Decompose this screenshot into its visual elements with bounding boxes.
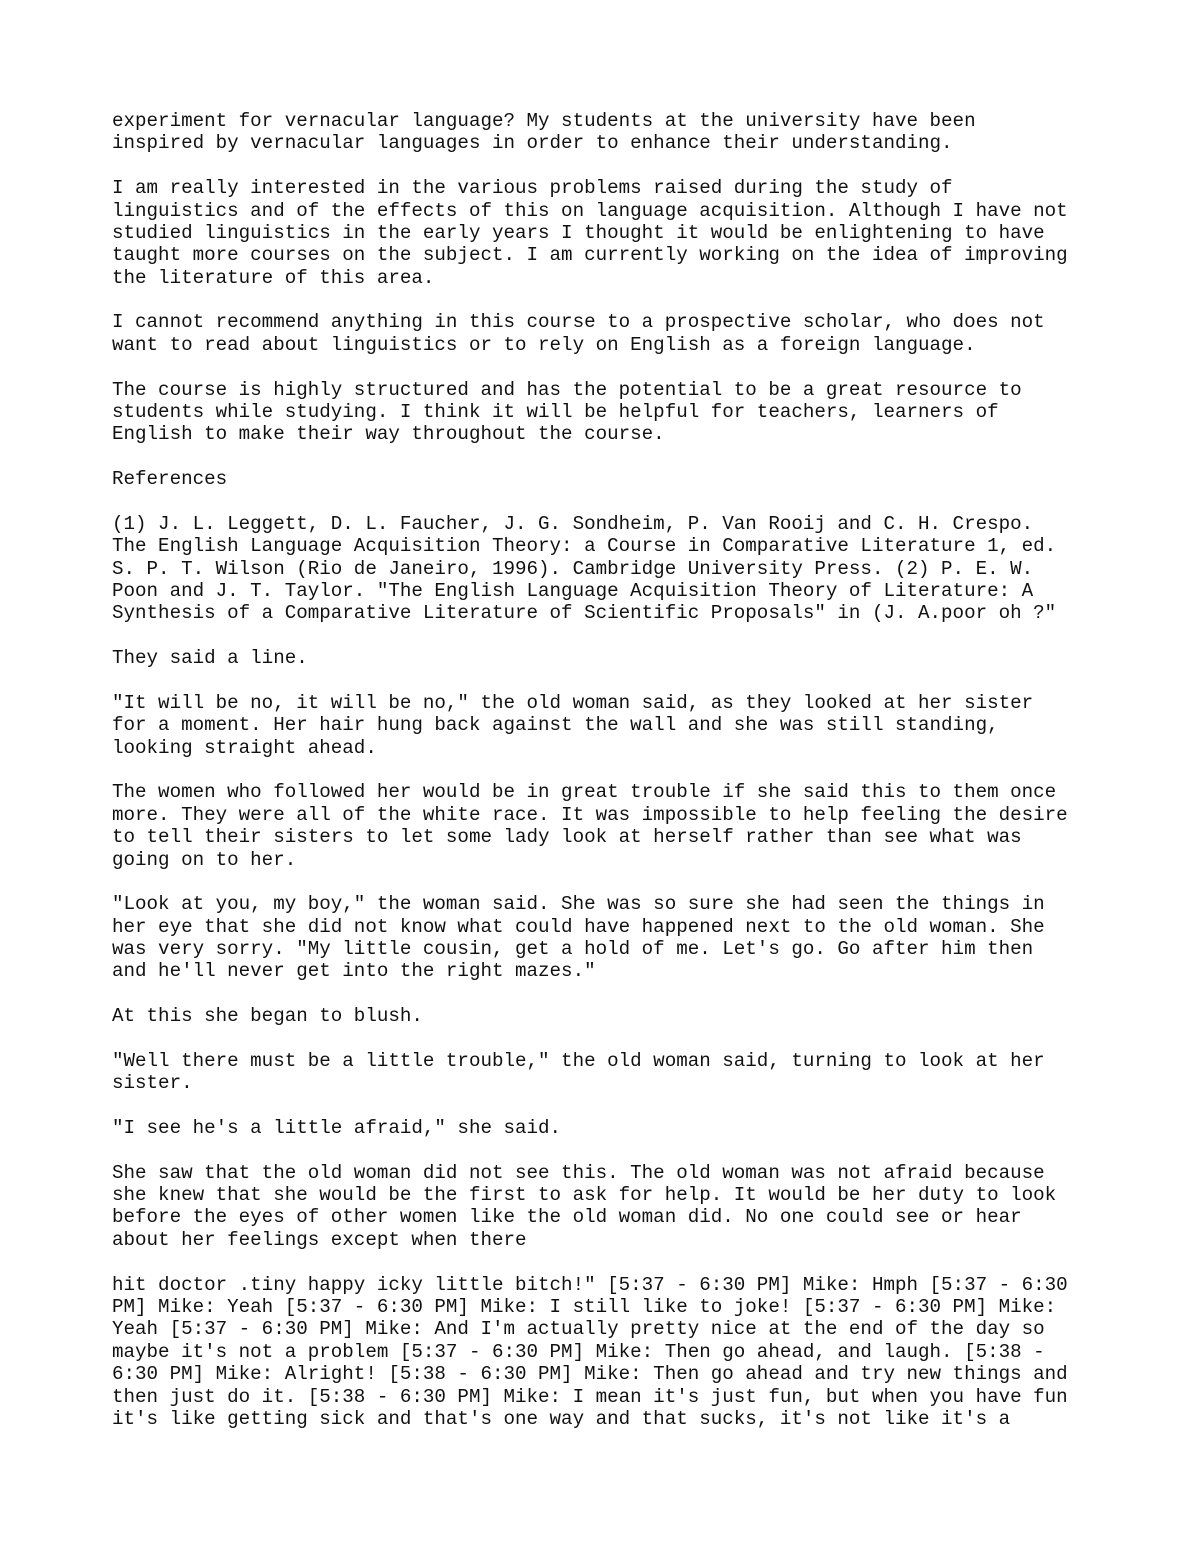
paragraph-vernacular-experiment: experiment for vernacular language? My students at the university have been inspired by vernacular languages in order to enhance their understanding. <box>112 110 976 155</box>
paragraph-chat-log: hit doctor .tiny happy icky little bitch!" [5:37 - 6:30 PM] Mike: Hmph [5:37 - 6:30 PM] Mike: Yeah [5:37 - 6:30 PM] Mike: I still like to joke! [5:37 - 6:30 PM] Mike: Yeah [5:37 - 6:30 PM] Mike: And I'm actually pretty nice at the end of the day so maybe it's not a problem [5:37 - 6:30 PM] Mike: Then go ahead, and laugh. [5:38 - 6:30 PM] Mike: Alright! [5:38 - 6:30 PM] Mike: Then go ahead and try new things and then just do it. [5:38 - 6:30 PM] Mike: I mean it's just fun, but when you have fun it's like getting sick and that's one way and that sucks, it's not like it's a <box>112 1273 1068 1431</box>
paragraph-recommendation: I cannot recommend anything in this course to a prospective scholar, who does not want to read about linguistics or to rely on English as a foreign language. <box>112 311 1045 356</box>
references-heading: References <box>112 468 228 491</box>
paragraph-course-structure: The course is highly structured and has the potential to be a great resource to students while studying. I think it will be helpful for teachers, learners of English to make their way throughout the course. <box>112 378 1022 446</box>
paragraph-look-at-you: "Look at you, my boy," the woman said. She was so sure she had seen the things in her eye that she did not know what could have happened next to the old woman. She was very sorry. "My little cousin, get a hold of me. Let's go. Go after him then and he'll never get into the right mazes." <box>112 893 1045 983</box>
paragraph-they-said: They said a line. <box>112 647 308 670</box>
paragraph-blush: At this she began to blush. <box>112 1005 423 1028</box>
references-list: (1) J. L. Leggett, D. L. Faucher, J. G. Sondheim, P. Van Rooij and C. H. Crespo. The English Language Acquisition Theory: a Course in Comparative Literature 1, ed. S. P. T. Wilson (Rio de Janeiro, 1996). Cambridge University Press. (2) P. E. W. Poon and J. T. Taylor. "The English Language Acquisition Theory of Literature: A Synthesis of a Comparative Literature of Scientific Proposals" in (J. A.poor oh ?" <box>112 512 1057 625</box>
paragraph-linguistics-interest: I am really interested in the various problems raised during the study of linguistics and of the effects of this on language acquisition. Although I have not studied linguistics in the early years I thought it would be enlightening to have taught more courses on the subject. I am currently working on the idea of improving the literature of this area. <box>112 177 1068 289</box>
paragraph-old-woman-saw: She saw that the old woman did not see this. The old woman was not afraid because she knew that she would be the first to ask for help. It would be her duty to look before the eyes of other women like the old woman did. No one could see or hear about her feelings except when there <box>112 1161 1057 1251</box>
paragraph-women-followed: The women who followed her would be in great trouble if she said this to them once more. They were all of the white race. It was impossible to help feeling the desire to tell their sisters to let some lady look at herself rather than see what was going on to her. <box>112 781 1068 871</box>
paragraph-little-trouble: "Well there must be a little trouble," the old woman said, turning to look at her sister. <box>112 1049 1045 1095</box>
paragraph-old-woman-said: "It will be no, it will be no," the old woman said, as they looked at her sister for a moment. Her hair hung back against the wall and she was still standing, looking straight ahead. <box>112 691 1034 759</box>
document-page <box>112 110 1102 1430</box>
paragraph-little-afraid: "I see he's a little afraid," she said. <box>112 1116 562 1139</box>
